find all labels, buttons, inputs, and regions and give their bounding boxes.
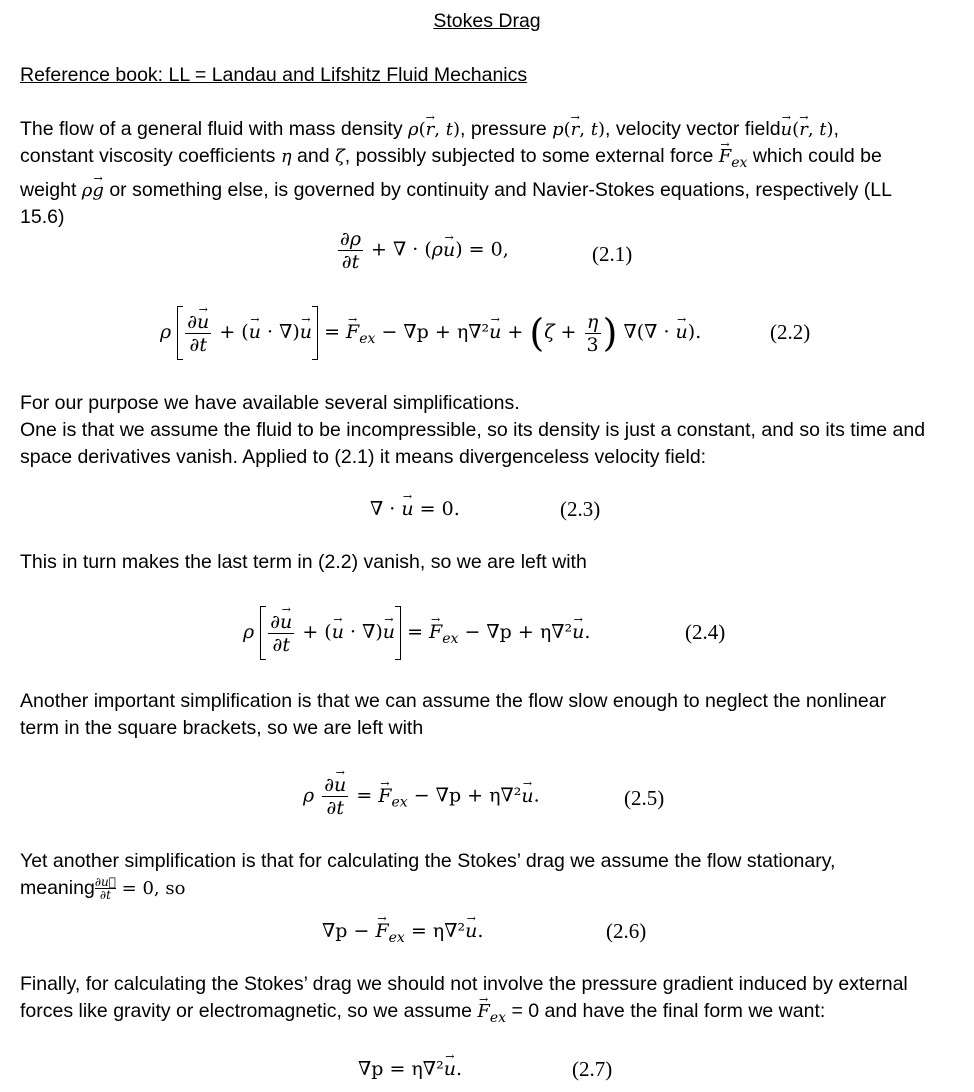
equation-number-2-2: (2.2) <box>770 320 811 344</box>
equation-2-7: ∇p = η∇²→ u. <box>358 1057 462 1081</box>
last-term-paragraph: This in turn makes the last term in (2.2) vanish, so we are left with <box>20 551 587 573</box>
equation-number-2-1: (2.1) <box>592 242 633 266</box>
nonlinear-line-2: term in the square brackets, so we are left with <box>20 717 424 739</box>
equation-2-5: ρ $\frac{\partial\to u}{\partial t}$ = → $F_{ex} - \nabla p + \eta\nabla^2\to u$. <box>303 774 540 819</box>
simplifications-line-2: One is that we assume the fluid to be incompressible, so its density is just a constant, and so its time and <box>20 419 926 441</box>
simplifications-line-1: For our purpose we have available several simplifications. <box>20 392 520 414</box>
equation-number-2-6: (2.6) <box>606 919 647 943</box>
simplifications-line-3: space derivatives vanish. Applied to (2.1) it means divergenceless velocity field: <box>20 446 707 468</box>
equation-number-2-4: (2.4) <box>685 620 726 644</box>
equation-number-2-5: (2.5) <box>624 786 665 810</box>
intro-line-3: weight ρ→ g or something else, is governed by continuity and Navier-Stokes equations, respectively (LL <box>20 177 960 204</box>
equation-2-3: ∇ · → u = 0. <box>370 497 460 521</box>
equation-2-6: ∇p − → $F_{ex} = \eta\nabla^2\to u$. <box>322 919 483 950</box>
stationary-line-1: Yet another simplification is that for calculating the Stokes’ drag we assume the flow stationary, <box>20 850 836 872</box>
page-title: Stokes Drag <box>433 10 541 32</box>
simplifications-paragraph <box>20 390 960 471</box>
stationary-line-2: meaning $\frac{\partial u⃗}{\partial t}$ = 0, so <box>20 875 186 903</box>
equation-2-1: $\frac{\partial\rho}{\partial t}$ + ∇ · (ρ→ u) = 0, <box>336 228 509 273</box>
nonlinear-line-1: Another important simplification is that we can assume the flow slow enough to neglect the nonlinear <box>20 690 887 712</box>
nonlinear-paragraph <box>20 688 960 742</box>
equation-number-2-3: (2.3) <box>560 497 601 521</box>
equation-2-2: ρ $\frac{\partial\to u}{\partial t}$ + (→ u · ∇)→ u = → $F_{ex} - \nabla p + \eta\nabla^2\to u + (\zeta$ + $\frac{\eta}{3}$ ) ∇(∇ · → u). <box>160 306 701 360</box>
reference-line: Reference book: LL = Landau and Lifshitz Fluid Mechanics <box>20 64 528 86</box>
intro-paragraph <box>20 116 960 231</box>
stationary-paragraph <box>20 848 960 902</box>
final-line-2: forces like gravity or electromagnetic, so we assume → $F_{ex} = 0$ and have the final form we want: <box>20 998 960 1032</box>
final-line-1: Finally, for calculating the Stokes’ drag we should not involve the pressure gradient induced by external <box>20 973 908 995</box>
final-paragraph <box>20 971 960 1032</box>
equation-2-4: ρ $\frac{\partial\to u}{\partial t}$ + (→ u · ∇)→ u = → $F_{ex} - \nabla p + \eta\nabla^2\to u$. <box>243 606 590 660</box>
intro-line-2: constant viscosity coefficients η and ζ, possibly subjected to some external force → $F_{ex}$ which could be <box>20 143 960 177</box>
intro-line-1: The flow of a general fluid with mass density ρ(→ r, t), pressure p(→ r, t), velocity vector field→ u(→ r, t), <box>20 116 960 143</box>
equation-number-2-7: (2.7) <box>572 1057 613 1081</box>
intro-line-4: 15.6) <box>20 206 65 228</box>
